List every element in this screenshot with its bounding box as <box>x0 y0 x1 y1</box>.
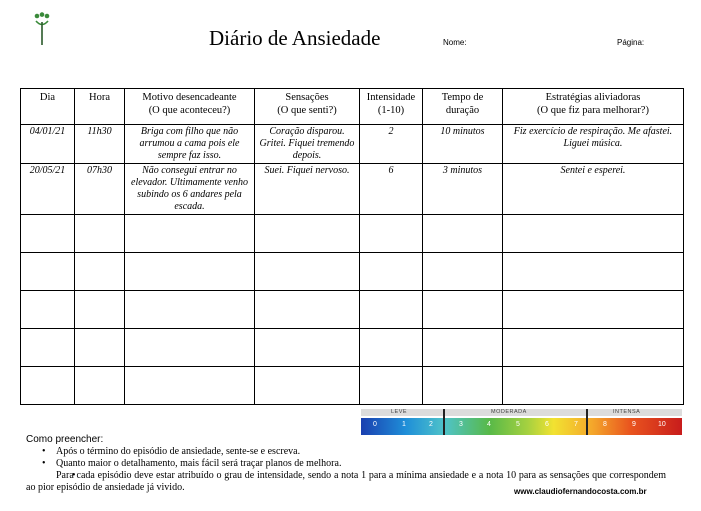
page-label: Página: <box>617 38 645 47</box>
cell-sensacoes: Suei. Fiquei nervoso. <box>255 164 360 215</box>
cell-intensidade: 6 <box>360 164 423 215</box>
scale-number: 4 <box>487 421 491 428</box>
cell-sensacoes: Coração disparou. Gritei. Fiquei tremendo depois. <box>255 125 360 164</box>
scale-number: 2 <box>429 421 433 428</box>
scale-divider <box>443 409 445 435</box>
cell-dia: 20/05/21 <box>21 164 75 215</box>
name-label: Nome: <box>443 38 467 47</box>
list-item: • Quanto maior o detalhamento, mais fácil será traçar planos de melhora. <box>26 458 666 470</box>
cell-motivo: Não consegui entrar no elevador. Ultimamente venho subindo os 6 andares pela escada. <box>125 164 255 215</box>
table-row <box>21 164 684 215</box>
cell-hora: 07h30 <box>75 164 125 215</box>
scale-label-leve: LEVE <box>391 409 408 415</box>
scale-number: 5 <box>516 421 520 428</box>
anxiety-diary-table <box>20 88 684 405</box>
col-header-dia: Dia <box>21 89 75 125</box>
website-link[interactable]: www.claudiofernandocosta.com.br <box>514 487 647 496</box>
scale-number: 9 <box>632 421 636 428</box>
table-row <box>21 125 684 164</box>
cell-estrategias: Fiz exercício de respiração. Me afastei. Liguei música. <box>503 125 684 164</box>
logo-icon <box>33 12 51 46</box>
instructions-heading: Como preencher: <box>26 434 104 445</box>
list-item: • Após o término do episódio de ansiedade, sente-se e escreva. <box>26 446 666 458</box>
cell-estrategias: Sentei e esperei. <box>503 164 684 215</box>
scale-label-intensa: INTENSA <box>613 409 641 415</box>
table-header-row <box>21 89 684 125</box>
scale-number: 1 <box>402 421 406 428</box>
cell-dia: 04/01/21 <box>21 125 75 164</box>
scale-label-moderada: MODERADA <box>491 409 527 415</box>
empty-table-row <box>21 215 684 253</box>
cell-tempo: 3 minutos <box>423 164 503 215</box>
col-header-tempo: Tempo de duração <box>423 89 503 125</box>
cell-hora: 11h30 <box>75 125 125 164</box>
col-header-hora: Hora <box>75 89 125 125</box>
empty-table-row <box>21 291 684 329</box>
empty-table-row <box>21 329 684 367</box>
scale-divider <box>586 409 588 435</box>
empty-table-row <box>21 367 684 405</box>
cell-tempo: 10 minutos <box>423 125 503 164</box>
scale-number: 7 <box>574 421 578 428</box>
cell-intensidade: 2 <box>360 125 423 164</box>
scale-number: 3 <box>459 421 463 428</box>
col-header-estrategias: Estratégias aliviadoras (O que fiz para melhorar?) <box>503 89 684 125</box>
col-header-motivo: Motivo desencadeante (O que aconteceu?) <box>125 89 255 125</box>
empty-table-row <box>21 253 684 291</box>
intensity-scale <box>361 409 682 435</box>
scale-number: 8 <box>603 421 607 428</box>
list-item: • Para cada episódio deve estar atribuído o grau de intensidade, sendo a nota 1 para a mínima ansiedade e a nota 10 para as sensações que correspondem ao pior episódio de ansiedade já vivido. <box>26 470 666 494</box>
cell-motivo: Briga com filho que não arrumou a cama pois ele sempre faz isso. <box>125 125 255 164</box>
page-title: Diário de Ansiedade <box>209 26 381 50</box>
scale-number: 10 <box>658 421 666 428</box>
col-header-intensidade: Intensidade (1-10) <box>360 89 423 125</box>
scale-number: 0 <box>373 421 377 428</box>
scale-number: 6 <box>545 421 549 428</box>
col-header-sensacoes: Sensações (O que senti?) <box>255 89 360 125</box>
